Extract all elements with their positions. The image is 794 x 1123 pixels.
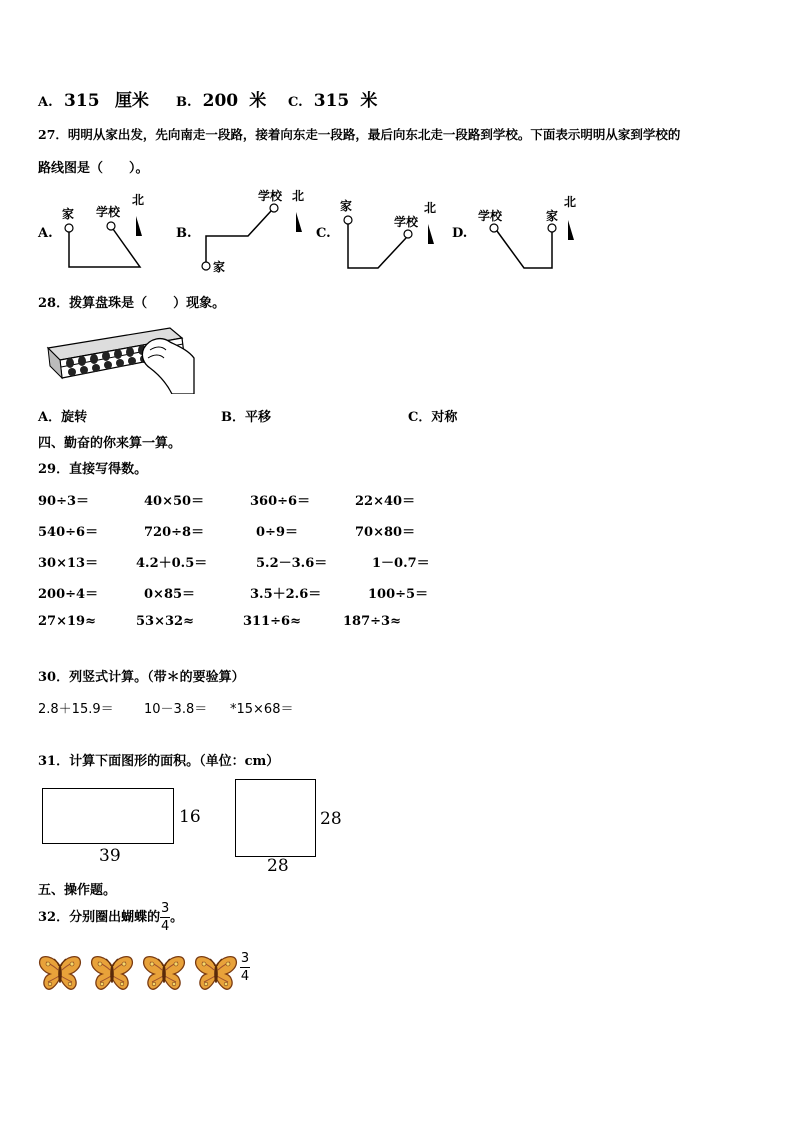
q29-r2-c1: 540÷6＝: [38, 525, 99, 540]
q26-option-b: [176, 86, 266, 111]
butterfly-icon: [142, 954, 186, 994]
q26-option-b-value: 200: [202, 91, 239, 111]
q32-row-fraction-numerator: 3: [240, 951, 250, 966]
q26-option-a-value: 315: [64, 91, 100, 111]
q31-rectangle: [42, 788, 174, 844]
hand-shape: [142, 339, 194, 394]
q32-text: [38, 902, 183, 933]
q29-r5-c1: 27×19≈: [38, 614, 96, 629]
butterfly-icon: [194, 954, 238, 994]
q28-text: 28．拨算盘珠是（ ）现象。: [38, 296, 226, 311]
butterfly-icon: [38, 954, 82, 994]
q26-option-c-value: 315: [313, 91, 350, 111]
q27-d-home-label: 家: [546, 209, 559, 223]
q27-c-north-label: 北: [424, 201, 437, 215]
q27-b-school-label: 学校: [258, 189, 283, 203]
q26-option-a-label: A.: [38, 95, 53, 110]
q27-option-a-label: A.: [38, 226, 53, 241]
section-4-heading: 四、勤奋的你来算一算。: [38, 436, 182, 451]
q27-b-north-label: 北: [292, 189, 305, 203]
q28-option-a: A．旋转: [38, 410, 88, 425]
q32-fraction-numerator: 3: [160, 901, 170, 916]
q29-r4-c1: 200÷4＝: [38, 587, 99, 602]
q31-square-height-label: 28: [320, 809, 342, 829]
q29-r4-c4: 100÷5＝: [368, 587, 429, 602]
q27-d-north-arrow: [568, 220, 574, 240]
butterfly-row: [38, 952, 238, 996]
q31-text: 31．计算下面图形的面积。（单位：cm）: [38, 754, 280, 769]
q29-r4-c3: 3.5＋2.6＝: [250, 587, 322, 602]
section-5-heading: 五、操作题。: [38, 883, 117, 898]
q29-r5-c4: 187÷3≈: [343, 614, 401, 629]
q29-r3-c3: 5.2－3.6＝: [256, 556, 328, 571]
q32-text-after: 。: [170, 910, 184, 925]
q32-fraction: [160, 902, 170, 933]
q27-option-b-label: B.: [176, 226, 192, 241]
q27-d-school-label: 学校: [478, 209, 503, 223]
q27-option-d-label: D.: [452, 226, 468, 241]
q27-b-home-label: 家: [213, 260, 226, 274]
q29-r1-c1: 90÷3＝: [38, 494, 90, 509]
q27-a-north-label: 北: [132, 193, 145, 207]
q27-route-map-b: [196, 184, 316, 276]
q27-d-north-label: 北: [564, 195, 577, 209]
q32-row-fraction-denominator: 4: [240, 969, 250, 984]
q26-option-b-unit: 米: [249, 91, 267, 111]
q27-route-map-c: [336, 194, 446, 274]
q29-r2-c4: 70×80＝: [355, 525, 416, 540]
q27-c-home-label: 家: [340, 199, 353, 213]
q31-square: [235, 779, 316, 857]
q29-r1-c4: 22×40＝: [355, 494, 416, 509]
q29-text: 29．直接写得数。: [38, 462, 148, 477]
q27-text-line1: 27．明明从家出发，先向南走一段路，接着向东走一段路，最后向东北走一段路到学校。下面表示明明从家到学校的: [38, 127, 681, 142]
q27-a-home-label: 家: [62, 207, 75, 221]
abacus-image: [40, 320, 195, 394]
q29-r4-c2: 0×85＝: [144, 587, 196, 602]
q31-square-width-label: 28: [267, 856, 289, 876]
q27-b-north-arrow: [296, 212, 302, 232]
q27-option-c-label: C.: [316, 226, 331, 241]
q32-text-before: 32．分别圈出蝴蝶的: [38, 910, 161, 925]
q26-options: [38, 86, 149, 111]
q27-route-map-a: [58, 188, 168, 272]
q30-item-1: 2.8＋15.9＝: [38, 702, 114, 717]
q29-r3-c1: 30×13＝: [38, 556, 99, 571]
q29-r5-c3: 311÷6≈: [243, 614, 301, 629]
q27-a-school-label: 学校: [96, 205, 121, 219]
q29-r1-c2: 40×50＝: [144, 494, 205, 509]
butterfly-icon: [90, 954, 134, 994]
q26-option-c: [288, 86, 377, 111]
q27-text-line2: 路线图是（ ）。: [38, 161, 149, 176]
q27-c-north-arrow: [428, 224, 434, 244]
q29-r3-c2: 4.2＋0.5＝: [136, 556, 208, 571]
q30-item-2: 10－3.8＝: [144, 702, 208, 717]
q32-row-fraction: [240, 952, 250, 983]
q29-r2-c2: 720÷8＝: [144, 525, 205, 540]
q26-option-a-unit: 厘米: [114, 91, 149, 111]
q26-option-c-unit: 米: [360, 91, 378, 111]
q27-route-map-d: [472, 192, 584, 274]
q27-a-north-arrow: [136, 216, 142, 236]
q28-option-c: C．对称: [408, 410, 458, 425]
q31-rect-width-label: 39: [99, 846, 121, 866]
q29-r3-c4: 1－0.7＝: [372, 556, 430, 571]
q27-c-school-label: 学校: [394, 215, 419, 229]
q28-option-b: B．平移: [221, 410, 271, 425]
q31-rect-height-label: 16: [179, 807, 201, 827]
q29-r5-c2: 53×32≈: [136, 614, 194, 629]
q30-item-3: *15×68＝: [230, 702, 294, 717]
q32-fraction-denominator: 4: [160, 919, 170, 934]
q29-r2-c3: 0÷9＝: [256, 525, 298, 540]
q29-r1-c3: 360÷6＝: [250, 494, 311, 509]
q26-option-b-label: B.: [176, 95, 192, 110]
q26-option-c-label: C.: [288, 95, 303, 110]
q30-text: 30．列竖式计算。（带＊的要验算）: [38, 670, 245, 685]
